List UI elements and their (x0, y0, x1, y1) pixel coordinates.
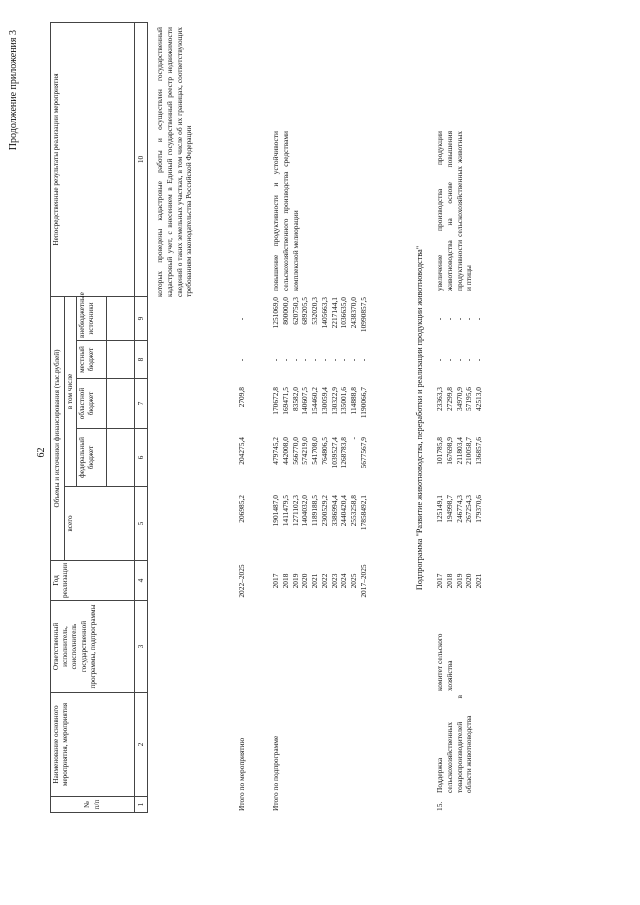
value-line: - (454, 358, 464, 362)
row15-regional (435, 387, 484, 429)
col-number: 3 (135, 601, 147, 693)
value-line: - (349, 437, 359, 440)
col-number: 1 (135, 797, 147, 813)
value-line: 689205,5 (300, 297, 310, 325)
subprogram-total-label: Итого по подпрограмме (271, 735, 280, 811)
value-line: - (444, 317, 454, 321)
value-line: 42513,0 (474, 387, 484, 412)
value-line: - (474, 358, 484, 362)
value-line: 2017 (271, 573, 280, 589)
value-line: - (300, 358, 310, 362)
value-line: 136857,6 (474, 437, 484, 465)
row15-result: увеличение производства продукции животноводства на основе повышения продуктивности сельскохозяйственных животных и птицы (435, 131, 474, 291)
value-line: 2019 (290, 573, 300, 589)
subprogram-federal (271, 437, 369, 487)
value-line: 130322,9 (329, 387, 339, 415)
value-line: - (435, 317, 444, 321)
value-line: - (444, 358, 454, 362)
value-line: 2017–2025 (358, 564, 368, 598)
table-header (50, 22, 148, 813)
row15-local (435, 341, 484, 379)
row15-name: Поддержка сельскохозяйственных товаропроизводителей в области животноводства (435, 695, 474, 793)
value-line: 1039527,4 (329, 437, 339, 469)
row15-years (435, 561, 484, 601)
value-line: 211803,4 (454, 437, 464, 465)
header-year: Год реализации (51, 561, 135, 601)
row15-responsible: комитет сельского хозяйства (435, 633, 454, 691)
value-line: 114888,8 (349, 387, 359, 415)
value-line: 2025 (349, 573, 359, 589)
continuation-label: Продолжение приложения 3 (8, 30, 19, 151)
value-line: 800000,0 (280, 297, 290, 325)
value-line: - (474, 317, 484, 321)
value-line: 10990857,5 (358, 297, 368, 333)
header-total: всего (65, 487, 135, 561)
value-line: 27299,8 (444, 387, 454, 412)
col-number: 6 (135, 429, 147, 487)
value-line: 2438370,0 (349, 297, 359, 329)
carry-result-text: которых проведены кадастровые работы и осуществлен государственный кадастровый учет, с внесением в Единый государственный реестр недвижимости сведений о таких земельных участках, в том числе об их границах, соответствующих требованиям законодательства Российской Федерации (155, 27, 194, 297)
value-line: - (329, 358, 339, 362)
value-line: 125149,1 (435, 495, 444, 523)
page-number: 62 (36, 447, 47, 458)
event-total-federal: 204275,4 (237, 437, 246, 465)
value-line: - (349, 358, 359, 362)
value-line: 23363,3 (435, 387, 444, 412)
row15-extrabudget (435, 297, 484, 341)
row15-totals (435, 495, 484, 561)
header-no: № п/п (51, 797, 135, 813)
header-responsible: Ответственный исполнитель, соисполнитель государственной программы, подпрограммы (51, 601, 135, 693)
value-line: 2020 (300, 573, 310, 589)
value-line: 1404032,0 (300, 495, 310, 527)
value-line: 135001,6 (339, 387, 349, 415)
value-line: 101785,8 (435, 437, 444, 465)
value-line: 620750,3 (290, 297, 300, 325)
value-line: 479745,2 (271, 437, 280, 465)
table-body (153, 23, 633, 813)
value-line: 2023 (329, 573, 339, 589)
value-line: - (280, 358, 290, 362)
event-total-sum: 206985,2 (237, 495, 246, 523)
value-line: 1901487,0 (271, 495, 280, 527)
value-line: 2217144,1 (329, 297, 339, 329)
header-financing: Объемы и источники финансирования (тыс.рублей) (51, 296, 65, 560)
value-line: 170672,8 (271, 387, 280, 415)
col-number: 10 (135, 22, 147, 296)
event-total-regional: 2709,8 (237, 387, 246, 408)
value-line: 2024 (339, 573, 349, 589)
value-line: 130059,4 (319, 387, 329, 415)
value-line: 5677567,9 (358, 437, 368, 469)
value-line: - (319, 358, 329, 362)
value-line: 2021 (474, 573, 484, 589)
subprogram-totals (271, 495, 369, 561)
header-local: местный бюджет (77, 341, 107, 379)
value-line: 1036635,0 (339, 297, 349, 329)
value-line: 246774,3 (454, 495, 464, 523)
value-line: 2022 (319, 573, 329, 589)
value-line: 2020 (464, 573, 474, 589)
event-total-extrabudget: - (237, 317, 246, 321)
col-number: 2 (135, 693, 147, 797)
value-line: 532020,3 (310, 297, 320, 325)
value-line: 2018 (280, 573, 290, 589)
value-line: 566770,0 (290, 437, 300, 465)
col-number: 5 (135, 487, 147, 561)
value-line: 167698,9 (444, 437, 454, 465)
value-line: 179370,6 (474, 495, 484, 523)
value-line: 2019 (454, 573, 464, 589)
col-number: 8 (135, 341, 147, 379)
col-number: 4 (135, 561, 147, 601)
value-line: 1405663,3 (319, 297, 329, 329)
row15-federal (435, 437, 484, 487)
value-line: - (339, 358, 349, 362)
value-line: 3386994,4 (329, 495, 339, 527)
value-line: 1190066,7 (358, 387, 368, 419)
value-line: 57195,6 (464, 387, 474, 412)
value-line: 1189188,5 (310, 495, 320, 527)
value-line: 1251069,0 (271, 297, 280, 329)
value-line: 2021 (310, 573, 320, 589)
subprogram-extrabudget (271, 297, 369, 341)
subprogram-local (271, 341, 369, 379)
value-line: - (310, 358, 320, 362)
value-line: 764806,5 (319, 437, 329, 465)
value-line: 2300529,2 (319, 495, 329, 527)
subprogram-result: повышение продуктивности и устойчивости сельскохозяйственного производства средствами комплексной мелиорации (271, 131, 300, 291)
value-line: 140607,5 (300, 387, 310, 415)
value-line: 210058,7 (464, 437, 474, 465)
value-line: 1268783,8 (339, 437, 349, 469)
header-federal: федеральный бюджет (77, 429, 107, 487)
value-line: 2017 (435, 573, 444, 589)
value-line: 442008,0 (280, 437, 290, 465)
value-line: - (271, 358, 280, 362)
subprogram-years (271, 561, 369, 601)
value-line: 2018 (444, 573, 454, 589)
value-line: 83582,0 (290, 387, 300, 412)
value-line: - (464, 358, 474, 362)
value-line: - (454, 317, 464, 321)
col-number: 7 (135, 379, 147, 429)
value-line: 574219,0 (300, 437, 310, 465)
subprogram-regional (271, 387, 369, 429)
header-including: в том числе (65, 296, 77, 486)
value-line: 2553258,8 (349, 495, 359, 527)
value-line: - (435, 358, 444, 362)
subprogram-title: Подпрограмма "Развитие животноводства, переработки и реализации продукции животноводства" (415, 245, 424, 591)
value-line: - (290, 358, 300, 362)
header-name: Наименование основного мероприятия, мероприятия (51, 693, 135, 797)
header-result: Непосредственные результаты реализации мероприятия (51, 22, 135, 296)
value-line: 34970,9 (454, 387, 464, 412)
value-line: 17858492,1 (358, 495, 368, 531)
row15-number: 15. (435, 801, 444, 811)
value-line: 1271102,3 (290, 495, 300, 527)
header-extrabudget: внебюджетные источники (77, 296, 107, 340)
header-regional: областной бюджет (77, 379, 107, 429)
value-line: 267254,3 (464, 495, 474, 523)
value-line: - (464, 317, 474, 321)
value-line: 2440420,4 (339, 495, 349, 527)
value-line: 1411479,5 (280, 495, 290, 527)
value-line: 541708,0 (310, 437, 320, 465)
value-line: 169471,5 (280, 387, 290, 415)
value-line: - (358, 358, 368, 362)
value-line: 154460,2 (310, 387, 320, 415)
event-total-year: 2022–2025 (237, 564, 246, 598)
event-total-label: Итого по мероприятию (237, 737, 246, 811)
event-total-local: - (237, 358, 246, 362)
col-number: 9 (135, 296, 147, 340)
value-line: 194998,7 (444, 495, 454, 523)
